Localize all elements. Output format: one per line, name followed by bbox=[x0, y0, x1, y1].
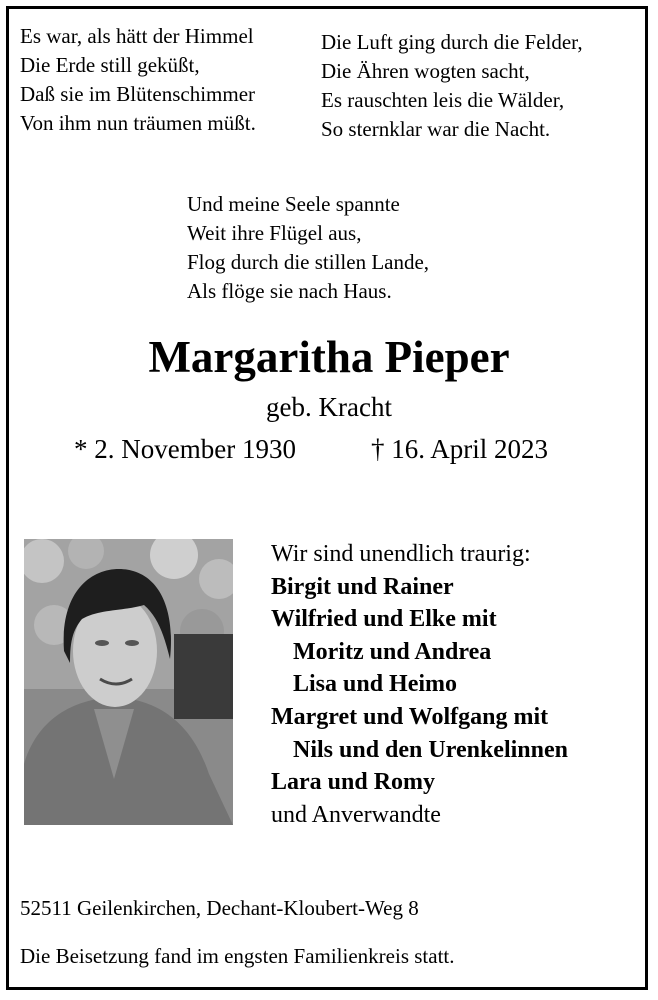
poem-line: Die Luft ging durch die Felder, bbox=[321, 30, 583, 54]
poem-left-stanza bbox=[20, 22, 256, 138]
deceased-name: Margaritha Pieper bbox=[148, 332, 510, 382]
mourner-line: Lisa und Heimo bbox=[293, 671, 458, 698]
mourner-line: Margret und Wolfgang mit bbox=[271, 703, 549, 730]
obituary-border bbox=[6, 6, 648, 990]
relatives-line: und Anverwandte bbox=[271, 801, 441, 828]
poem-center-stanza bbox=[187, 190, 429, 306]
poem-line: So sternklar war die Nacht. bbox=[321, 117, 551, 141]
poem-line: Als flöge sie nach Haus. bbox=[187, 279, 392, 303]
poem-line: Von ihm nun träumen müßt. bbox=[20, 111, 256, 135]
mourner-line: Lara und Romy bbox=[271, 769, 436, 796]
mourner-line: Moritz und Andrea bbox=[293, 638, 492, 665]
poem-line: Die Ähren wogten sacht, bbox=[321, 59, 530, 83]
poem-line: Flog durch die stillen Lande, bbox=[187, 250, 430, 274]
mourner-line: Wilfried und Elke mit bbox=[271, 606, 497, 633]
poem-line: Und meine Seele spannte bbox=[187, 192, 400, 216]
address: 52511 Geilenkirchen, Dechant-Kloubert-Weg 8 bbox=[20, 896, 419, 920]
portrait-photo bbox=[24, 539, 233, 825]
poem-line: Es rauschten leis die Wälder, bbox=[321, 88, 565, 112]
birth-name: geb. Kracht bbox=[266, 392, 392, 422]
poem-right-stanza bbox=[321, 28, 583, 144]
birth-date: * 2. November 1930 bbox=[74, 434, 296, 464]
poem-line: Daß sie im Blütenschimmer bbox=[20, 82, 256, 106]
mourners-intro: Wir sind unendlich traurig: bbox=[271, 541, 531, 567]
poem-line: Die Erde still geküßt, bbox=[20, 53, 200, 77]
burial-note: Die Beisetzung fand im engsten Familienkreis statt. bbox=[20, 944, 455, 968]
mourner-line: Nils und den Urenkelinnen bbox=[293, 736, 568, 763]
mourners-list bbox=[271, 538, 568, 831]
death-date: † 16. April 2023 bbox=[371, 434, 549, 464]
mourner-line: Birgit und Rainer bbox=[271, 573, 454, 600]
poem-line: Es war, als hätt der Himmel bbox=[20, 24, 254, 48]
poem-line: Weit ihre Flügel aus, bbox=[187, 221, 362, 245]
